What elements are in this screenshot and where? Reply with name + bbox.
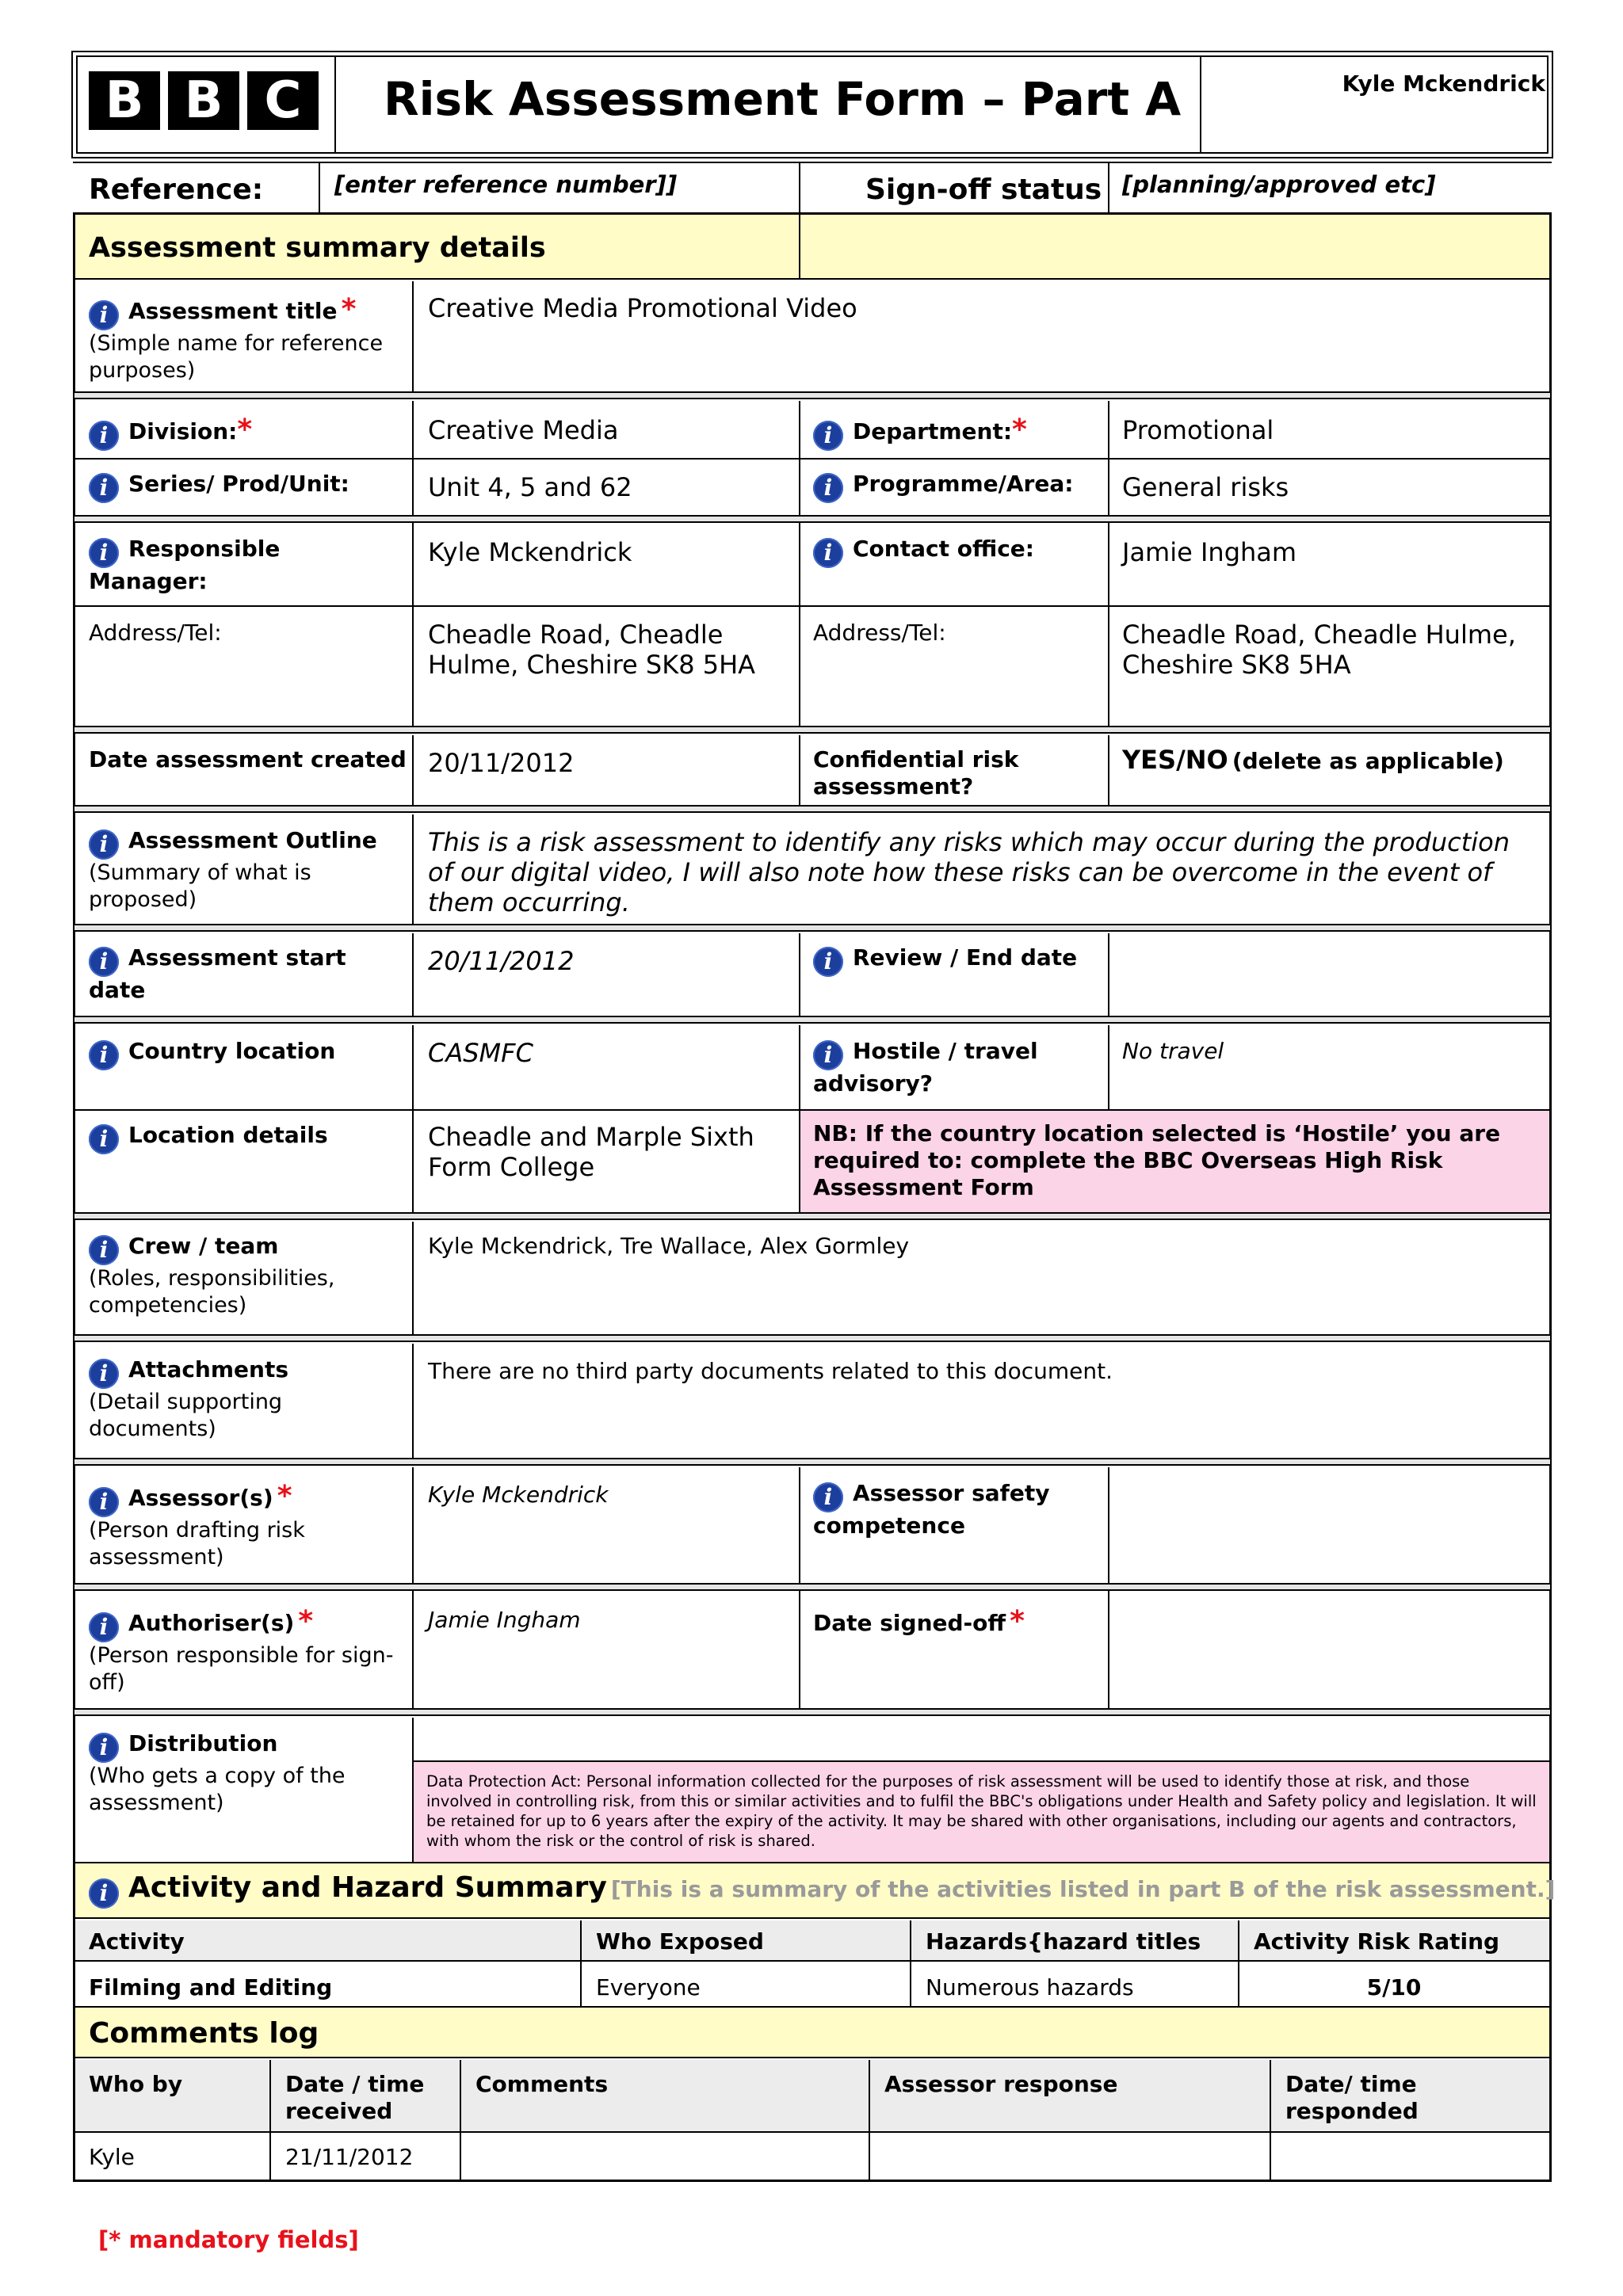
confidential-value-cell[interactable]: [1122, 746, 1504, 775]
address-value[interactable]: Cheadle Road, Cheadle Hulme, Cheshire SK8 5HA: [428, 620, 756, 680]
date-created-value[interactable]: 20/11/2012: [428, 748, 575, 778]
info-icon[interactable]: i: [89, 1235, 119, 1265]
mandatory-star: *: [341, 293, 357, 326]
bbc-logo-block-b1: B: [89, 71, 160, 130]
info-icon[interactable]: i: [89, 1359, 119, 1389]
reference-label: Reference:: [89, 174, 264, 206]
address2-label: Address/Tel:: [813, 620, 946, 646]
division-label-cell: i Division:*: [89, 414, 252, 451]
comments-col-date-received: Date / time received: [285, 2071, 425, 2124]
manager-label-cell: i Responsible Manager:: [89, 536, 281, 594]
activity-col-who-exposed: Who Exposed: [596, 1928, 764, 1955]
start-date-value[interactable]: 20/11/2012: [428, 946, 575, 976]
manager-value[interactable]: Kyle Mckendrick: [428, 537, 632, 567]
contact-office-label-cell: i Contact office:: [813, 536, 1034, 568]
activity-col-hazards: Hazards{hazard titles: [926, 1928, 1201, 1955]
mandatory-star: *: [277, 1480, 292, 1512]
address2-value[interactable]: Cheadle Road, Cheadle Hulme, Cheshire SK8 5HA: [1122, 620, 1516, 680]
info-icon[interactable]: i: [813, 538, 843, 568]
info-icon[interactable]: i: [89, 1040, 119, 1070]
activity-row-hazards[interactable]: Numerous hazards: [926, 1974, 1134, 2000]
mandatory-fields-note: [* mandatory fields]: [98, 2226, 359, 2253]
address-label: Address/Tel:: [89, 620, 222, 646]
info-icon[interactable]: i: [89, 1487, 119, 1517]
authoriser-value[interactable]: Jamie Ingham: [428, 1607, 581, 1633]
confidential-value[interactable]: YES/NO: [1122, 745, 1228, 775]
review-date-label-cell: i Review / End date: [813, 944, 1077, 977]
info-icon[interactable]: i: [89, 1124, 119, 1154]
mandatory-star: *: [1012, 414, 1027, 446]
comments-col-comments: Comments: [475, 2071, 609, 2097]
activity-row-activity[interactable]: Filming and Editing: [89, 1974, 333, 2000]
department-label-cell: i Department:*: [813, 414, 1027, 451]
location-value[interactable]: Cheadle and Marple Sixth Form College: [428, 1122, 754, 1182]
info-icon[interactable]: i: [89, 300, 119, 330]
assessment-title-label-cell: i Assessment title * (Simple name for reference purposes): [89, 293, 384, 383]
activity-col-activity: Activity: [89, 1928, 185, 1955]
comments-row-date-received[interactable]: 21/11/2012: [285, 2144, 414, 2170]
info-icon[interactable]: i: [813, 947, 843, 977]
bbc-logo-block-c: C: [247, 71, 319, 130]
contact-office-value[interactable]: Jamie Ingham: [1122, 537, 1297, 567]
bbc-logo: [89, 71, 319, 130]
author-name: Kyle Mckendrick: [1342, 71, 1545, 97]
department-value[interactable]: Promotional: [1122, 415, 1274, 445]
comments-col-assessor-response: Assessor response: [884, 2071, 1118, 2097]
attachments-value[interactable]: There are no third party documents related to this document.: [428, 1358, 1113, 1384]
info-icon[interactable]: i: [813, 1482, 843, 1512]
assessor-safety-label-cell: i Assessor safety competence: [813, 1480, 1050, 1539]
authoriser-label-cell: i Authoriser(s) * (Person responsible for sign-off): [89, 1605, 394, 1695]
info-icon[interactable]: i: [89, 473, 119, 503]
info-icon[interactable]: i: [89, 538, 119, 568]
data-protection-notice: Data Protection Act: Personal information collected for the purposes of risk assessment will be used to identify those at risk, and those involved in controlling risk, from this or similar activities and to fulfil the BBC's obligations under Health and Safety policy and legislation. It will be retained for up to 6 years after the expiry of the activity. It may be shared with other organisations, including our agents and contractors, with whom the risk or the control of risk is shared.: [414, 1762, 1549, 1862]
comments-row-who-by[interactable]: Kyle: [89, 2144, 135, 2170]
series-value[interactable]: Unit 4, 5 and 62: [428, 472, 632, 502]
hostile-value[interactable]: No travel: [1122, 1038, 1224, 1064]
comments-col-who-by: Who by: [89, 2071, 183, 2097]
activity-heading-cell: [89, 1871, 1556, 1909]
confidential-note: (delete as applicable): [1232, 748, 1504, 774]
info-icon[interactable]: i: [89, 830, 119, 860]
info-icon[interactable]: i: [89, 1733, 119, 1763]
bbc-logo-block-b2: B: [168, 71, 239, 130]
info-icon[interactable]: i: [813, 473, 843, 503]
hostile-label-cell: i Hostile / travel advisory?: [813, 1038, 1038, 1097]
programme-value[interactable]: General risks: [1122, 472, 1289, 502]
activity-row-who-exposed[interactable]: Everyone: [596, 1974, 701, 2000]
outline-value[interactable]: This is a risk assessment to identify any risks which may occur during the production of our digital video, I will also note how these risks can be overcome in the event of them occurring.: [428, 827, 1510, 917]
series-label-cell: i Series/ Prod/Unit:: [89, 471, 349, 503]
assessment-title-value[interactable]: Creative Media Promotional Video: [428, 293, 857, 323]
confidential-label: Confidential risk assessment?: [813, 746, 1019, 799]
page-title: Risk Assessment Form – Part A: [384, 72, 1182, 126]
distribution-label-cell: i Distribution (Who gets a copy of the assessment): [89, 1730, 346, 1815]
info-icon[interactable]: i: [89, 1878, 119, 1909]
signoff-status-label: Sign-off status: [865, 174, 1102, 206]
comments-col-date-responded: Date/ time responded: [1285, 2071, 1419, 2124]
signoff-status-value[interactable]: [planning/approved etc]: [1122, 171, 1436, 198]
crew-value[interactable]: Kyle Mckendrick, Tre Wallace, Alex Gormley: [428, 1233, 910, 1259]
location-label-cell: i Location details: [89, 1122, 328, 1154]
comments-heading: Comments log: [89, 2017, 319, 2050]
activity-heading: Activity and Hazard Summary: [128, 1871, 607, 1904]
mandatory-star: *: [1010, 1605, 1025, 1638]
outline-label-cell: i Assessment Outline (Summary of what is proposed): [89, 827, 377, 912]
crew-label-cell: i Crew / team (Roles, responsibilities, competencies): [89, 1233, 335, 1318]
summary-heading: Assessment summary details: [89, 232, 546, 264]
activity-col-risk-rating: Activity Risk Rating: [1254, 1928, 1500, 1955]
date-created-label: Date assessment created: [89, 746, 407, 772]
attachments-label-cell: i Attachments (Detail supporting documents): [89, 1356, 289, 1441]
assessor-label-cell: i Assessor(s) * (Person drafting risk assessment): [89, 1480, 305, 1569]
mandatory-star: *: [237, 414, 253, 446]
reference-value[interactable]: [enter reference number]]: [334, 171, 678, 198]
country-label-cell: i Country location: [89, 1038, 335, 1070]
country-value[interactable]: CASMFC: [428, 1038, 533, 1068]
info-icon[interactable]: i: [813, 421, 843, 451]
hostile-warning-note: NB: If the country location selected is ‘Hostile’ you are required to: complete the BBC Overseas High Risk Assessment Form: [800, 1111, 1549, 1212]
activity-heading-note: [This is a summary of the activities listed in part B of the risk assessment.]: [610, 1876, 1556, 1902]
info-icon[interactable]: i: [89, 1612, 119, 1642]
programme-label-cell: i Programme/Area:: [813, 471, 1073, 503]
assessor-value[interactable]: Kyle Mckendrick: [428, 1482, 609, 1508]
info-icon[interactable]: i: [89, 421, 119, 451]
division-value[interactable]: Creative Media: [428, 415, 619, 445]
info-icon[interactable]: i: [89, 947, 119, 977]
activity-row-risk-rating[interactable]: 5/10: [1366, 1974, 1422, 2000]
start-date-label-cell: i Assessment start date: [89, 944, 346, 1003]
info-icon[interactable]: i: [813, 1040, 843, 1070]
mandatory-star: *: [298, 1605, 314, 1638]
signed-off-label-cell: Date signed-off *: [813, 1605, 1025, 1638]
